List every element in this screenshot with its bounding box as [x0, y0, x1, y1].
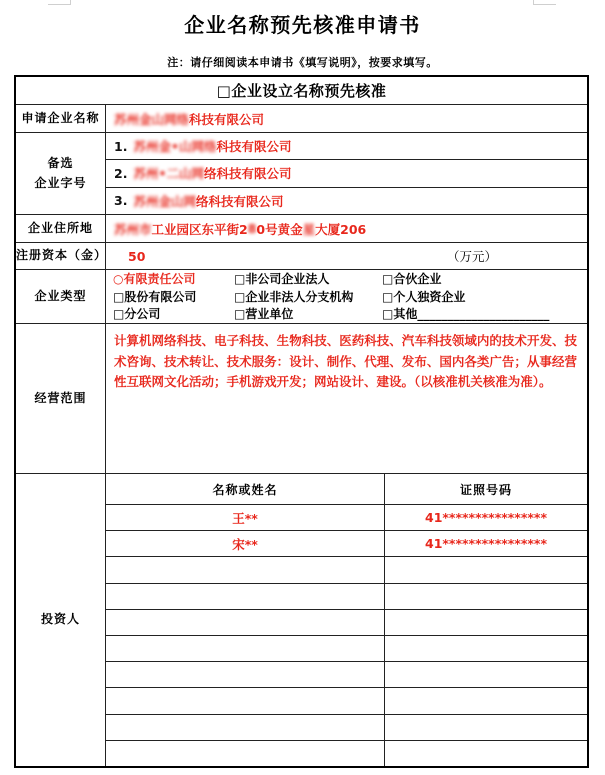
row-applicant-name	[16, 105, 587, 133]
investor-id-number	[385, 741, 587, 766]
investor-row-empty	[106, 583, 587, 609]
enterprise-type-option: □分公司	[113, 307, 161, 322]
investor-name	[106, 688, 385, 713]
investor-name	[106, 636, 385, 661]
visible-text: 络科技有限公司	[195, 193, 284, 209]
label-applicant-name: 申请企业名称	[16, 105, 106, 132]
row-business-scope	[16, 324, 587, 474]
alternate-name-value	[133, 164, 291, 182]
alternate-name-value	[133, 192, 283, 210]
capital-unit: （万元）	[446, 249, 497, 264]
alternate-name-row	[106, 133, 587, 160]
investor-rows	[106, 504, 587, 766]
enterprise-type-option: □股份有限公司	[113, 289, 197, 304]
investor-id-number	[385, 584, 587, 609]
investor-row-empty	[106, 714, 587, 740]
label-enterprise-type: 企业类型	[16, 270, 106, 323]
capital-cell	[106, 243, 587, 269]
note-text: 注：请仔细阅读本申请书《填写说明》，按要求填写。	[167, 56, 438, 69]
visible-text: 科技有限公司	[216, 139, 292, 155]
business-scope-text: 计算机网络科技、电子科技、生物科技、医药科技、汽车科技领域内的技术开发、技术咨询、技术转让、技术服务：设计、制作、代理、发布、国内各类广告；从事经营性互联网文化活动；手机游戏开发；网站设计、建设。（以核准机关核准为准）。	[114, 333, 577, 389]
investor-id-number: 41****************	[425, 510, 547, 526]
investor-id-number	[385, 636, 587, 661]
page-title: 企业名称预先核准申请书	[184, 13, 421, 37]
investor-row	[106, 504, 587, 530]
investor-name	[106, 741, 385, 766]
investor-row-empty	[106, 609, 587, 635]
visible-text: 科技有限公司	[189, 111, 265, 127]
label-registered-capital: 注册资本（金）	[16, 243, 106, 269]
investor-name	[106, 715, 385, 740]
investor-id-number	[385, 557, 587, 582]
redacted-text: 星	[302, 221, 316, 237]
row-registered-capital	[16, 243, 587, 270]
investor-id-number	[385, 662, 587, 687]
enterprise-type-option: □合伙企业	[382, 272, 442, 286]
crop-mark-left	[48, 0, 71, 5]
alternate-name-number: 2.	[114, 165, 128, 181]
redacted-text: 苏州金山网络	[114, 111, 190, 127]
investor-name	[106, 584, 385, 609]
alternate-names-list	[106, 133, 587, 214]
investor-name	[106, 662, 385, 687]
label-address: 企业住所地	[16, 215, 106, 242]
section-header: □企业设立名称预先核准	[16, 77, 587, 105]
label-alternate-names	[16, 133, 106, 214]
investor-name	[106, 557, 385, 582]
applicant-name-value	[106, 105, 587, 132]
redacted-text: 苏州金•山网络	[133, 139, 217, 155]
row-investors	[16, 474, 587, 766]
alternate-name-row	[106, 160, 587, 187]
enterprise-type-options	[106, 270, 587, 323]
investor-name	[106, 610, 385, 635]
investor-row-empty	[106, 556, 587, 582]
form-table	[14, 75, 589, 768]
investor-col-name-header: 名称或姓名	[106, 474, 385, 504]
row-address	[16, 215, 587, 243]
investor-id-number	[385, 610, 587, 635]
investor-row-empty	[106, 635, 587, 661]
capital-value: 50	[128, 248, 146, 264]
crop-mark-right	[533, 0, 556, 5]
visible-text: 工业园区东平街2	[151, 221, 248, 237]
investor-row	[106, 530, 587, 556]
investor-name: 王**	[106, 505, 385, 530]
label-business-scope: 经营范围	[16, 324, 106, 473]
investor-name: 宋**	[106, 531, 385, 556]
label-alternate-line1: 备选	[47, 156, 74, 171]
row-alternate-names	[16, 133, 587, 215]
investor-table	[106, 474, 587, 766]
enterprise-type-option: □个人独资企业	[382, 289, 466, 304]
investor-id-number	[385, 688, 587, 713]
label-investors: 投资人	[16, 474, 106, 766]
redacted-text: 8	[247, 221, 257, 236]
redacted-text: 苏州市	[114, 221, 152, 237]
visible-text: 大厦206	[315, 221, 367, 237]
investor-id-number: 41****************	[425, 536, 547, 552]
alternate-name-number: 1.	[114, 138, 128, 154]
alternate-name-number: 3.	[114, 193, 128, 209]
investor-id-number	[385, 715, 587, 740]
investor-row-empty	[106, 661, 587, 687]
address-value	[106, 215, 587, 242]
investor-header-row	[106, 474, 587, 504]
visible-text: 0号黄金	[256, 221, 303, 237]
enterprise-type-option: □其他______________________	[382, 307, 550, 322]
enterprise-type-option-selected: ○有限责任公司	[113, 272, 196, 286]
redacted-text: 苏州金山网	[133, 193, 196, 209]
redacted-text: 苏州•二山网	[133, 166, 204, 182]
enterprise-type-option: □营业单位	[234, 307, 294, 322]
alternate-name-value	[133, 137, 291, 155]
investor-row-empty	[106, 740, 587, 766]
investor-col-id-header: 证照号码	[459, 482, 512, 497]
investor-row-empty	[106, 687, 587, 713]
enterprise-type-option: □非公司企业法人	[234, 272, 330, 286]
visible-text: 络科技有限公司	[203, 166, 292, 182]
alternate-name-row	[106, 188, 587, 214]
row-enterprise-type	[16, 270, 587, 324]
label-alternate-line2: 企业字号	[34, 175, 87, 190]
enterprise-type-option: □企业非法人分支机构	[234, 289, 354, 304]
